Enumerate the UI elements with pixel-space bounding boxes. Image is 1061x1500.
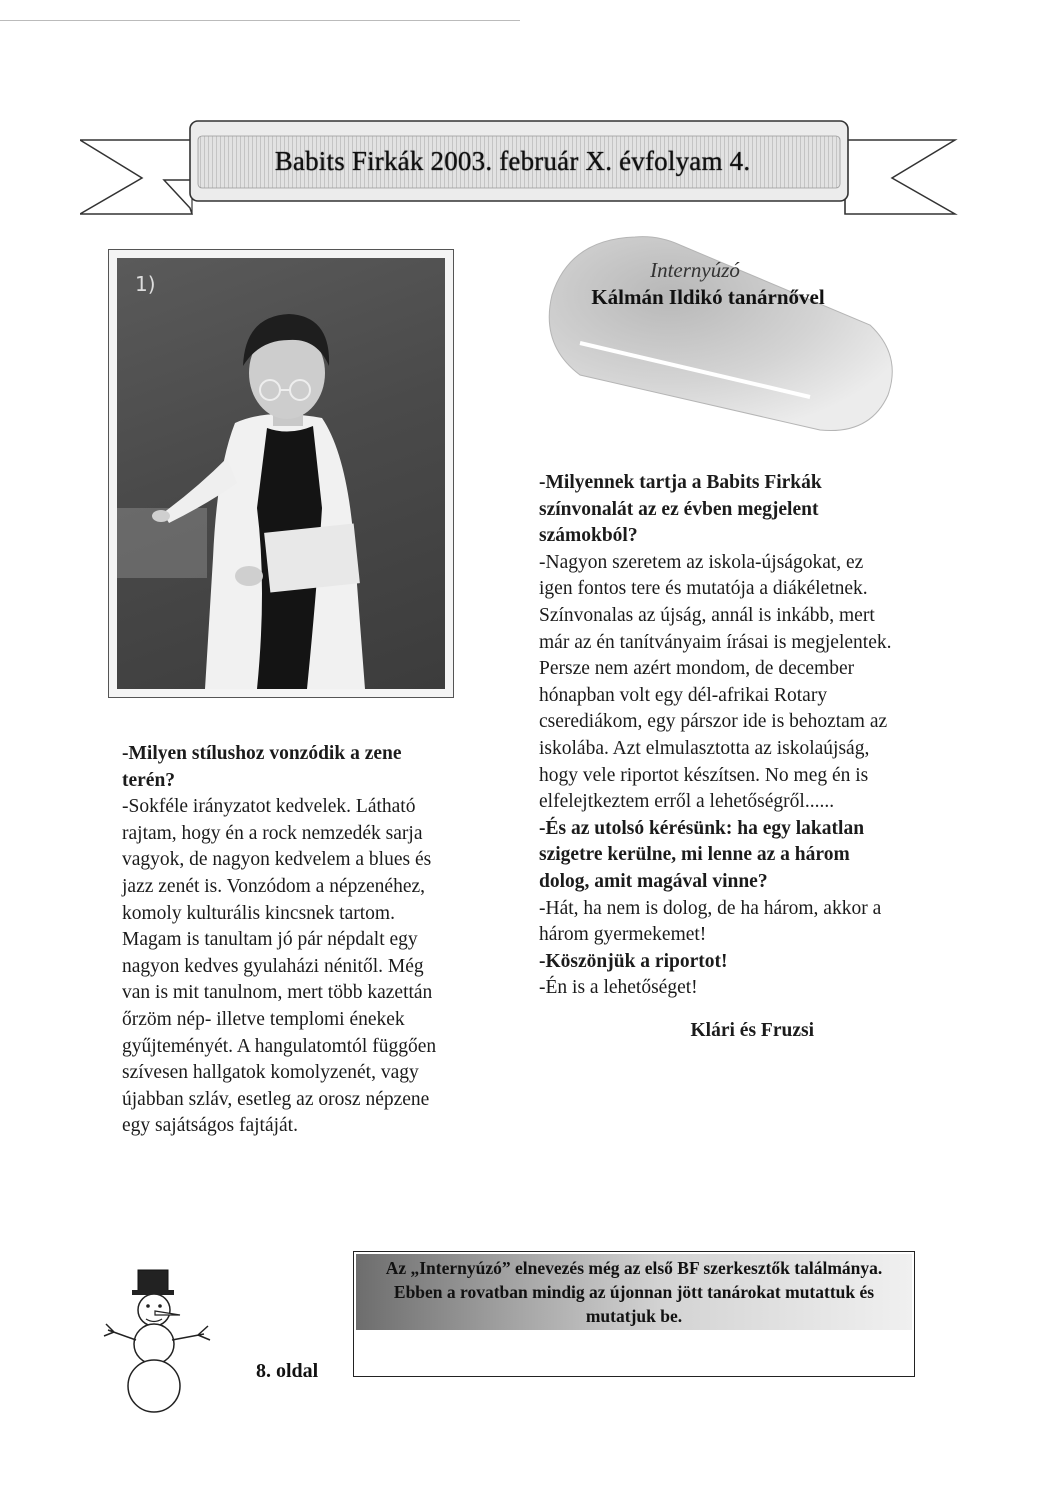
question-newspaper-quality: -Milyennek tartja a Babits Firkák színvonalát az ez évben megjelent számokból? [539, 472, 822, 547]
teacher-photo [108, 249, 454, 698]
right-column [539, 470, 899, 1044]
interview-capsule [540, 225, 900, 435]
photo-image [117, 258, 445, 689]
left-column [122, 741, 452, 1140]
info-box [353, 1251, 915, 1377]
thanks-line: -Köszönjük a riportot! [539, 950, 728, 972]
interview-subtitle: Internyúzó [650, 258, 740, 282]
interview-title: Kálmán Ildikó tanárnővel [591, 285, 825, 309]
snowman-icon [100, 1268, 225, 1413]
info-text: Az „Internyúzó” elnevezés még az első BF szerkesztők találmánya. Ebben a rovatban mindig az újonnan jött tanárokat mutattuk és mutatjuk be. [356, 1254, 912, 1330]
author-signature: Klári és Fruzsi [690, 1019, 814, 1041]
page-number: 8. oldal [256, 1360, 319, 1382]
photo-corner-mark: 1) [135, 272, 156, 296]
answer-music-style: -Sokféle irányzatot kedvelek. Látható rajtam, hogy én a rock nemzedék sarja vagyok, de nagyon kedvelem a blues és jazz zenét is. Vonzódom a népzenéhez, komoly kulturális kincsnek tartom. Magam is tanultam jó pár népdalt egy nagyon kedves gyulaházi nénitől. Még van is mit tanulnom, mert több kazettán őrzöm nép- illetve templomi énekek gyűjteményét. A hangulatomtól függően szívesen hallgatok komolyzenét, vagy újabban szláv, esetleg az orosz népzene egy sajátságos fajtáját. [122, 796, 437, 1137]
answer-desert-island: -Hát, ha nem is dolog, de ha három, akkor a három gyermekemet! [539, 897, 882, 946]
thanks-reply: -Én is a lehetőséget! [539, 977, 698, 999]
banner-title: Babits Firkák 2003. február X. évfolyam 4. [274, 145, 751, 176]
teacher-figure [117, 258, 445, 689]
question-desert-island: -És az utolsó kérésünk: ha egy lakatlan szigetre kerülne, mi lenne az a három dolog, amit magával vinne? [539, 817, 865, 892]
answer-newspaper-quality: -Nagyon szeretem az iskola-újságokat, ez igen fontos tere és mutatója a diákéletnek. Színvonalas az újság, annál is inkább, mert már az én tanítványaim írásai is megjelentek. Persze nem azért mondom, de december hónapban volt egy dél-afrikai Rotary cserediákom, egy párszor ide is behoztam az iskolába. Azt elmulasztotta az iskolaújság, hogy vele riportot készítsen. No meg én is elfelejtkeztem erről a lehetőségről...... [539, 551, 892, 813]
question-music-style: -Milyen stílushoz vonzódik a zene terén? [122, 743, 402, 791]
top-rule [0, 20, 520, 21]
